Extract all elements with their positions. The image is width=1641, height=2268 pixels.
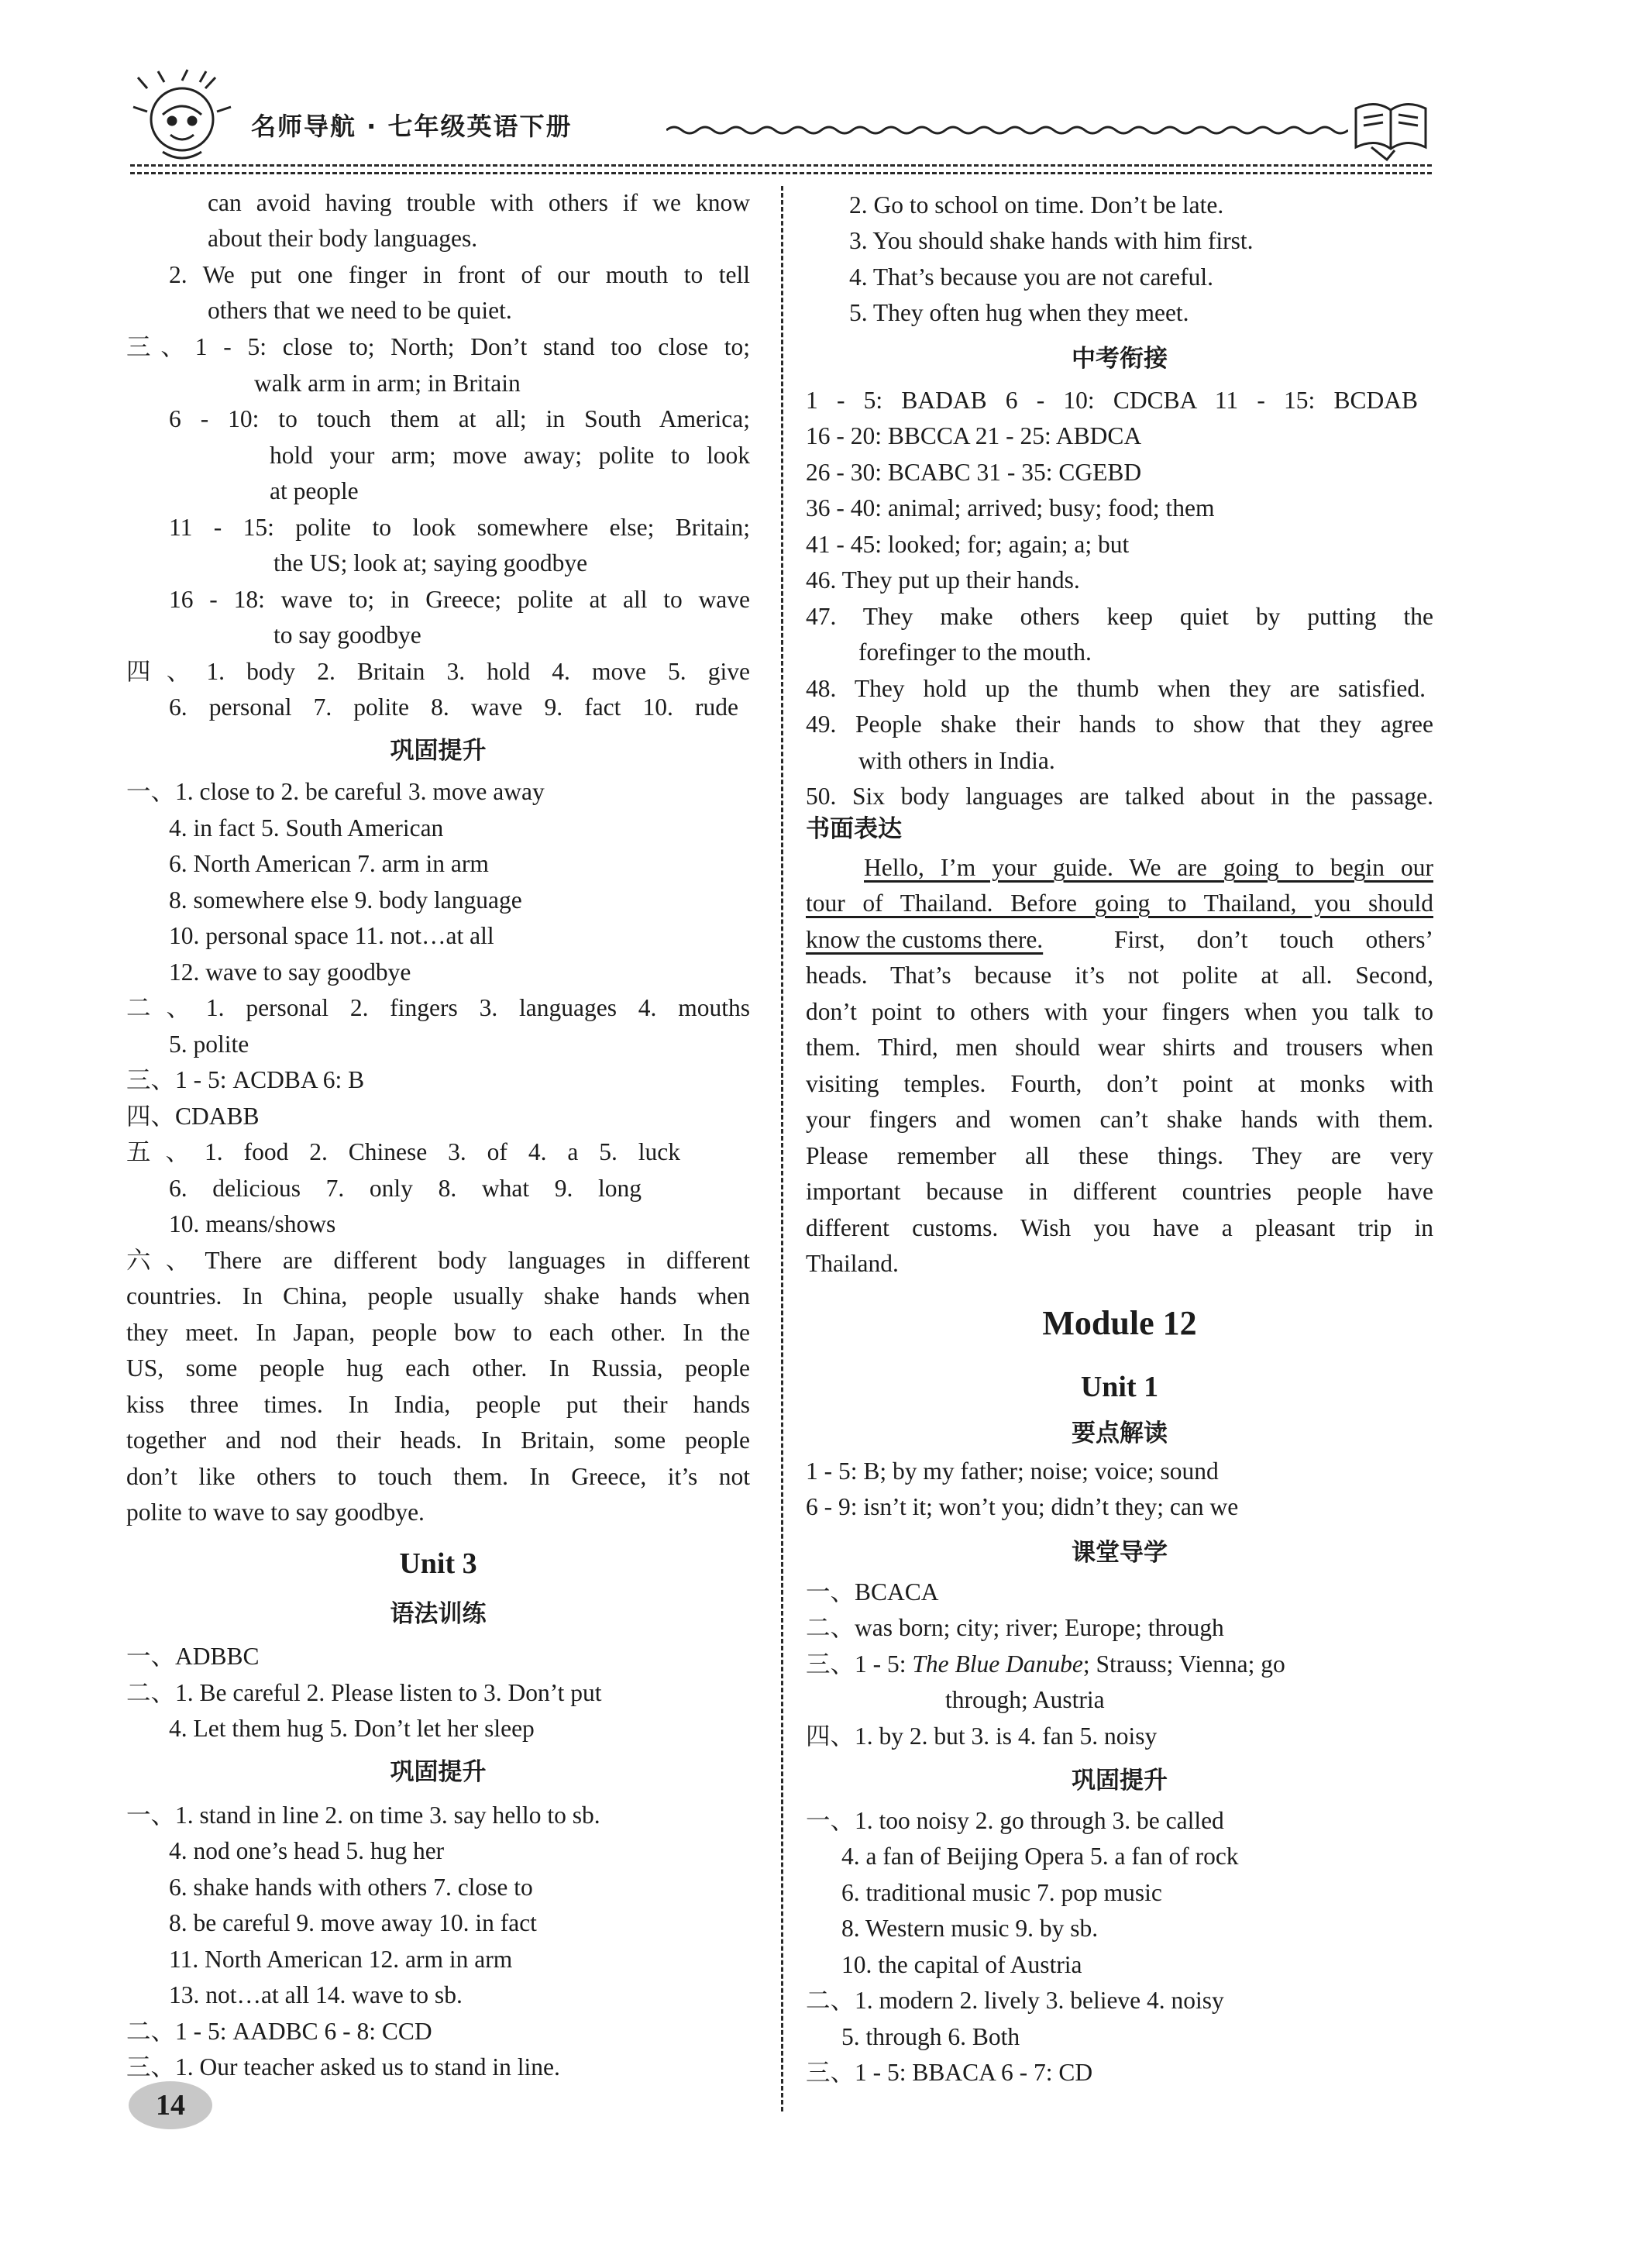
text-line: your fingers and women can’t shake hands with them. (806, 1106, 1433, 1133)
text-line: about their body languages. (208, 225, 478, 252)
text-line: 一、1. too noisy 2. go through 3. be called (806, 1807, 1224, 1834)
header-rule-bottom (130, 172, 1432, 174)
text-line: heads. That’s because it’s not polite at all. Second, (806, 962, 1433, 989)
essay-line-underlined: tour of Thailand. Before going to Thailand, you should (806, 890, 1433, 917)
text-line: 6 - 9: isn’t it; won’t you; didn’t they; can we (806, 1493, 1239, 1520)
text-line: visiting temples. Fourth, don’t point at monks with (806, 1070, 1433, 1097)
text-line: 8. Western music 9. by sb. (841, 1915, 1099, 1942)
text-line: countries. In China, people usually shake hands when (126, 1282, 750, 1310)
text-line: 四、1. by 2. but 3. is 4. fan 5. noisy (806, 1723, 1158, 1750)
text-line: they meet. In Japan, people bow to each other. In the (126, 1319, 750, 1346)
answer-prefix: 三、1 - 5: (806, 1650, 913, 1678)
text-line: others that we need to be quiet. (208, 297, 512, 324)
text-line: 16 - 18: wave to; in Greece; polite at all to wave (169, 586, 750, 613)
text-line: 6. delicious 7. only 8. what 9. long (169, 1175, 642, 1202)
text-line: 6. personal 7. polite 8. wave 9. fact 10. rude (169, 693, 738, 721)
text-line: 12. wave to say goodbye (169, 958, 411, 986)
text-line: 二、was born; city; river; Europe; through (806, 1614, 1224, 1641)
text-line: 6. shake hands with others 7. close to (169, 1874, 533, 1901)
text-line: 2. Go to school on time. Don’t be late. (849, 191, 1224, 219)
header-rule-top (130, 164, 1432, 167)
text-line: 5. They often hug when they meet. (849, 299, 1189, 326)
unit-heading: Unit 3 (399, 1547, 477, 1580)
text-line: 三、1 - 5: ACDBA 6: B (126, 1066, 365, 1093)
text-line: 41 - 45: looked; for; again; a; but (806, 531, 1130, 558)
text-line: 10. the capital of Austria (841, 1951, 1082, 1978)
text-line: 4. a fan of Beijing Opera 5. a fan of rock (841, 1843, 1239, 1870)
open-book-icon (1348, 93, 1433, 163)
text-line: 46. They put up their hands. (806, 566, 1080, 594)
essay-line-underlined: know the customs there. (806, 926, 1044, 953)
text-line: 二、1. modern 2. lively 3. believe 4. noisy (806, 1987, 1224, 2014)
text-line: 26 - 30: BCABC 31 - 35: CGEBD (806, 459, 1142, 486)
text-line: to say goodbye (274, 621, 421, 649)
text-line: kiss three times. In India, people put their hands (126, 1391, 750, 1418)
text-line: polite to wave to say goodbye. (126, 1499, 425, 1526)
text-line: 49. People shake their hands to show that they agree (806, 711, 1433, 738)
text-line: forefinger to the mouth. (858, 638, 1092, 666)
text-line: can avoid having trouble with others if we know (208, 189, 750, 216)
text-line: 16 - 20: BBCCA 21 - 25: ABDCA (806, 422, 1142, 449)
text-line: them. Third, men should wear shirts and trousers when (806, 1034, 1433, 1061)
module-heading: Module 12 (1042, 1304, 1197, 1342)
answer-rest: ; Strauss; Vienna; go (1082, 1650, 1285, 1678)
section-heading: 课堂导学 (1072, 1539, 1168, 1567)
text-line: 六、There are different body languages in different (126, 1247, 750, 1274)
text-line: 4. nod one’s head 5. hug her (169, 1837, 445, 1864)
text-line: 6 - 10: to touch them at all; in South America; (169, 405, 750, 432)
page-number: 14 (129, 2081, 212, 2129)
text-line: 4. Let them hug 5. Don’t let her sleep (169, 1715, 535, 1742)
text-line: 50. Six body languages are talked about in the passage. (806, 783, 1433, 810)
text-line: 10. personal space 11. not…at all (169, 922, 494, 949)
text-line: 6. North American 7. arm in arm (169, 850, 489, 877)
text-line: 47. They make others keep quiet by putting the (806, 603, 1433, 630)
text-line: 10. means/shows (169, 1210, 336, 1237)
text-line: the US; look at; saying goodbye (274, 549, 588, 576)
sun-mascot-logo (124, 67, 240, 167)
text-line: 三、1 - 5: BBACA 6 - 7: CD (806, 2059, 1093, 2086)
text-line: Thailand. (806, 1250, 899, 1277)
text-line: 四、1. body 2. Britain 3. hold 4. move 5. give (126, 658, 750, 685)
text-line: 8. somewhere else 9. body language (169, 886, 522, 914)
text-line: don’t point to others with your fingers when you talk to (806, 998, 1433, 1025)
text-line: 6. traditional music 7. pop music (841, 1879, 1162, 1906)
text-line: 3. You should shake hands with him first. (849, 227, 1254, 254)
header-title: 名师导航 · 七年级英语下册 (251, 112, 573, 141)
text-line: through; Austria (945, 1686, 1105, 1713)
text-line: 一、1. stand in line 2. on time 3. say hello to sb. (126, 1802, 600, 1829)
text-line: 一、1. close to 2. be careful 3. move away (126, 778, 545, 805)
section-heading: 巩固提升 (390, 737, 487, 765)
text-line: 5. polite (169, 1031, 249, 1058)
text-line: 一、BCACA (806, 1578, 939, 1605)
essay-line-underlined: Hello, I’m your guide. We are going to begin our (864, 854, 1433, 881)
text-line (806, 1647, 1285, 1681)
text-line: 4. in fact 5. South American (169, 814, 444, 841)
text-line: 三、1. Our teacher asked us to stand in line. (126, 2053, 560, 2080)
text-line: different customs. Wish you have a pleasant trip in (806, 1214, 1433, 1241)
text-line: 二、1 - 5: AADBC 6 - 8: CCD (126, 2018, 432, 2045)
text-line: 4. That’s because you are not careful. (849, 263, 1213, 291)
text-line: 11 - 15: polite to look somewhere else; Britain; (169, 514, 750, 541)
song-title: The Blue Danube (912, 1650, 1083, 1678)
text-line: Please remember all these things. They are very (806, 1142, 1433, 1169)
text-line: with others in India. (858, 747, 1055, 774)
text-line: 五、1. food 2. Chinese 3. of 4. a 5. luck (126, 1138, 680, 1165)
text-line: 三、1 - 5: close to; North; Don’t stand too close to; (126, 333, 750, 360)
text-line: First, don’t touch others’ (1114, 926, 1433, 953)
text-line: 48. They hold up the thumb when they are satisfied. (806, 675, 1426, 702)
text-line: hold your arm; move away; polite to look (270, 442, 750, 469)
column-divider (781, 186, 783, 2111)
unit-heading: Unit 1 (1080, 1371, 1159, 1403)
text-line: 二、1. Be careful 2. Please listen to 3. Don’t put (126, 1679, 602, 1706)
text-line: 8. be careful 9. move away 10. in fact (169, 1909, 537, 1936)
text-line: walk arm in arm; in Britain (254, 370, 521, 397)
text-line: 1 - 5: BADAB 6 - 10: CDCBA 11 - 15: BCDAB (806, 387, 1418, 414)
text-line: don’t like others to touch them. In Greece, it’s not (126, 1463, 750, 1490)
section-heading: 巩固提升 (390, 1758, 487, 1786)
text-line: 1 - 5: B; by my father; noise; voice; sound (806, 1458, 1219, 1485)
section-heading: 语法训练 (390, 1600, 487, 1628)
text-line: together and nod their heads. In Britain, some people (126, 1427, 750, 1454)
text-line: 36 - 40: animal; arrived; busy; food; them (806, 494, 1215, 521)
text-line: at people (270, 477, 359, 504)
header-wave-line (666, 124, 1348, 136)
text-line: 四、CDABB (126, 1103, 260, 1130)
text-line: 13. not…at all 14. wave to sb. (169, 1981, 463, 2008)
text-line: important because in different countries people have (806, 1178, 1433, 1205)
text-line: US, some people hug each other. In Russia, people (126, 1354, 750, 1382)
section-heading: 中考衔接 (1072, 345, 1168, 373)
section-heading: 巩固提升 (1072, 1767, 1168, 1795)
section-heading: 书面表达 (806, 815, 902, 843)
text-line: 二、1. personal 2. fingers 3. languages 4. mouths (126, 994, 750, 1021)
text-line: 2. We put one finger in front of our mouth to tell (169, 261, 750, 288)
section-heading: 要点解读 (1072, 1420, 1168, 1447)
text-line: 11. North American 12. arm in arm (169, 1946, 513, 1973)
text-line: 一、ADBBC (126, 1643, 260, 1670)
text-line: 5. through 6. Both (841, 2023, 1020, 2050)
